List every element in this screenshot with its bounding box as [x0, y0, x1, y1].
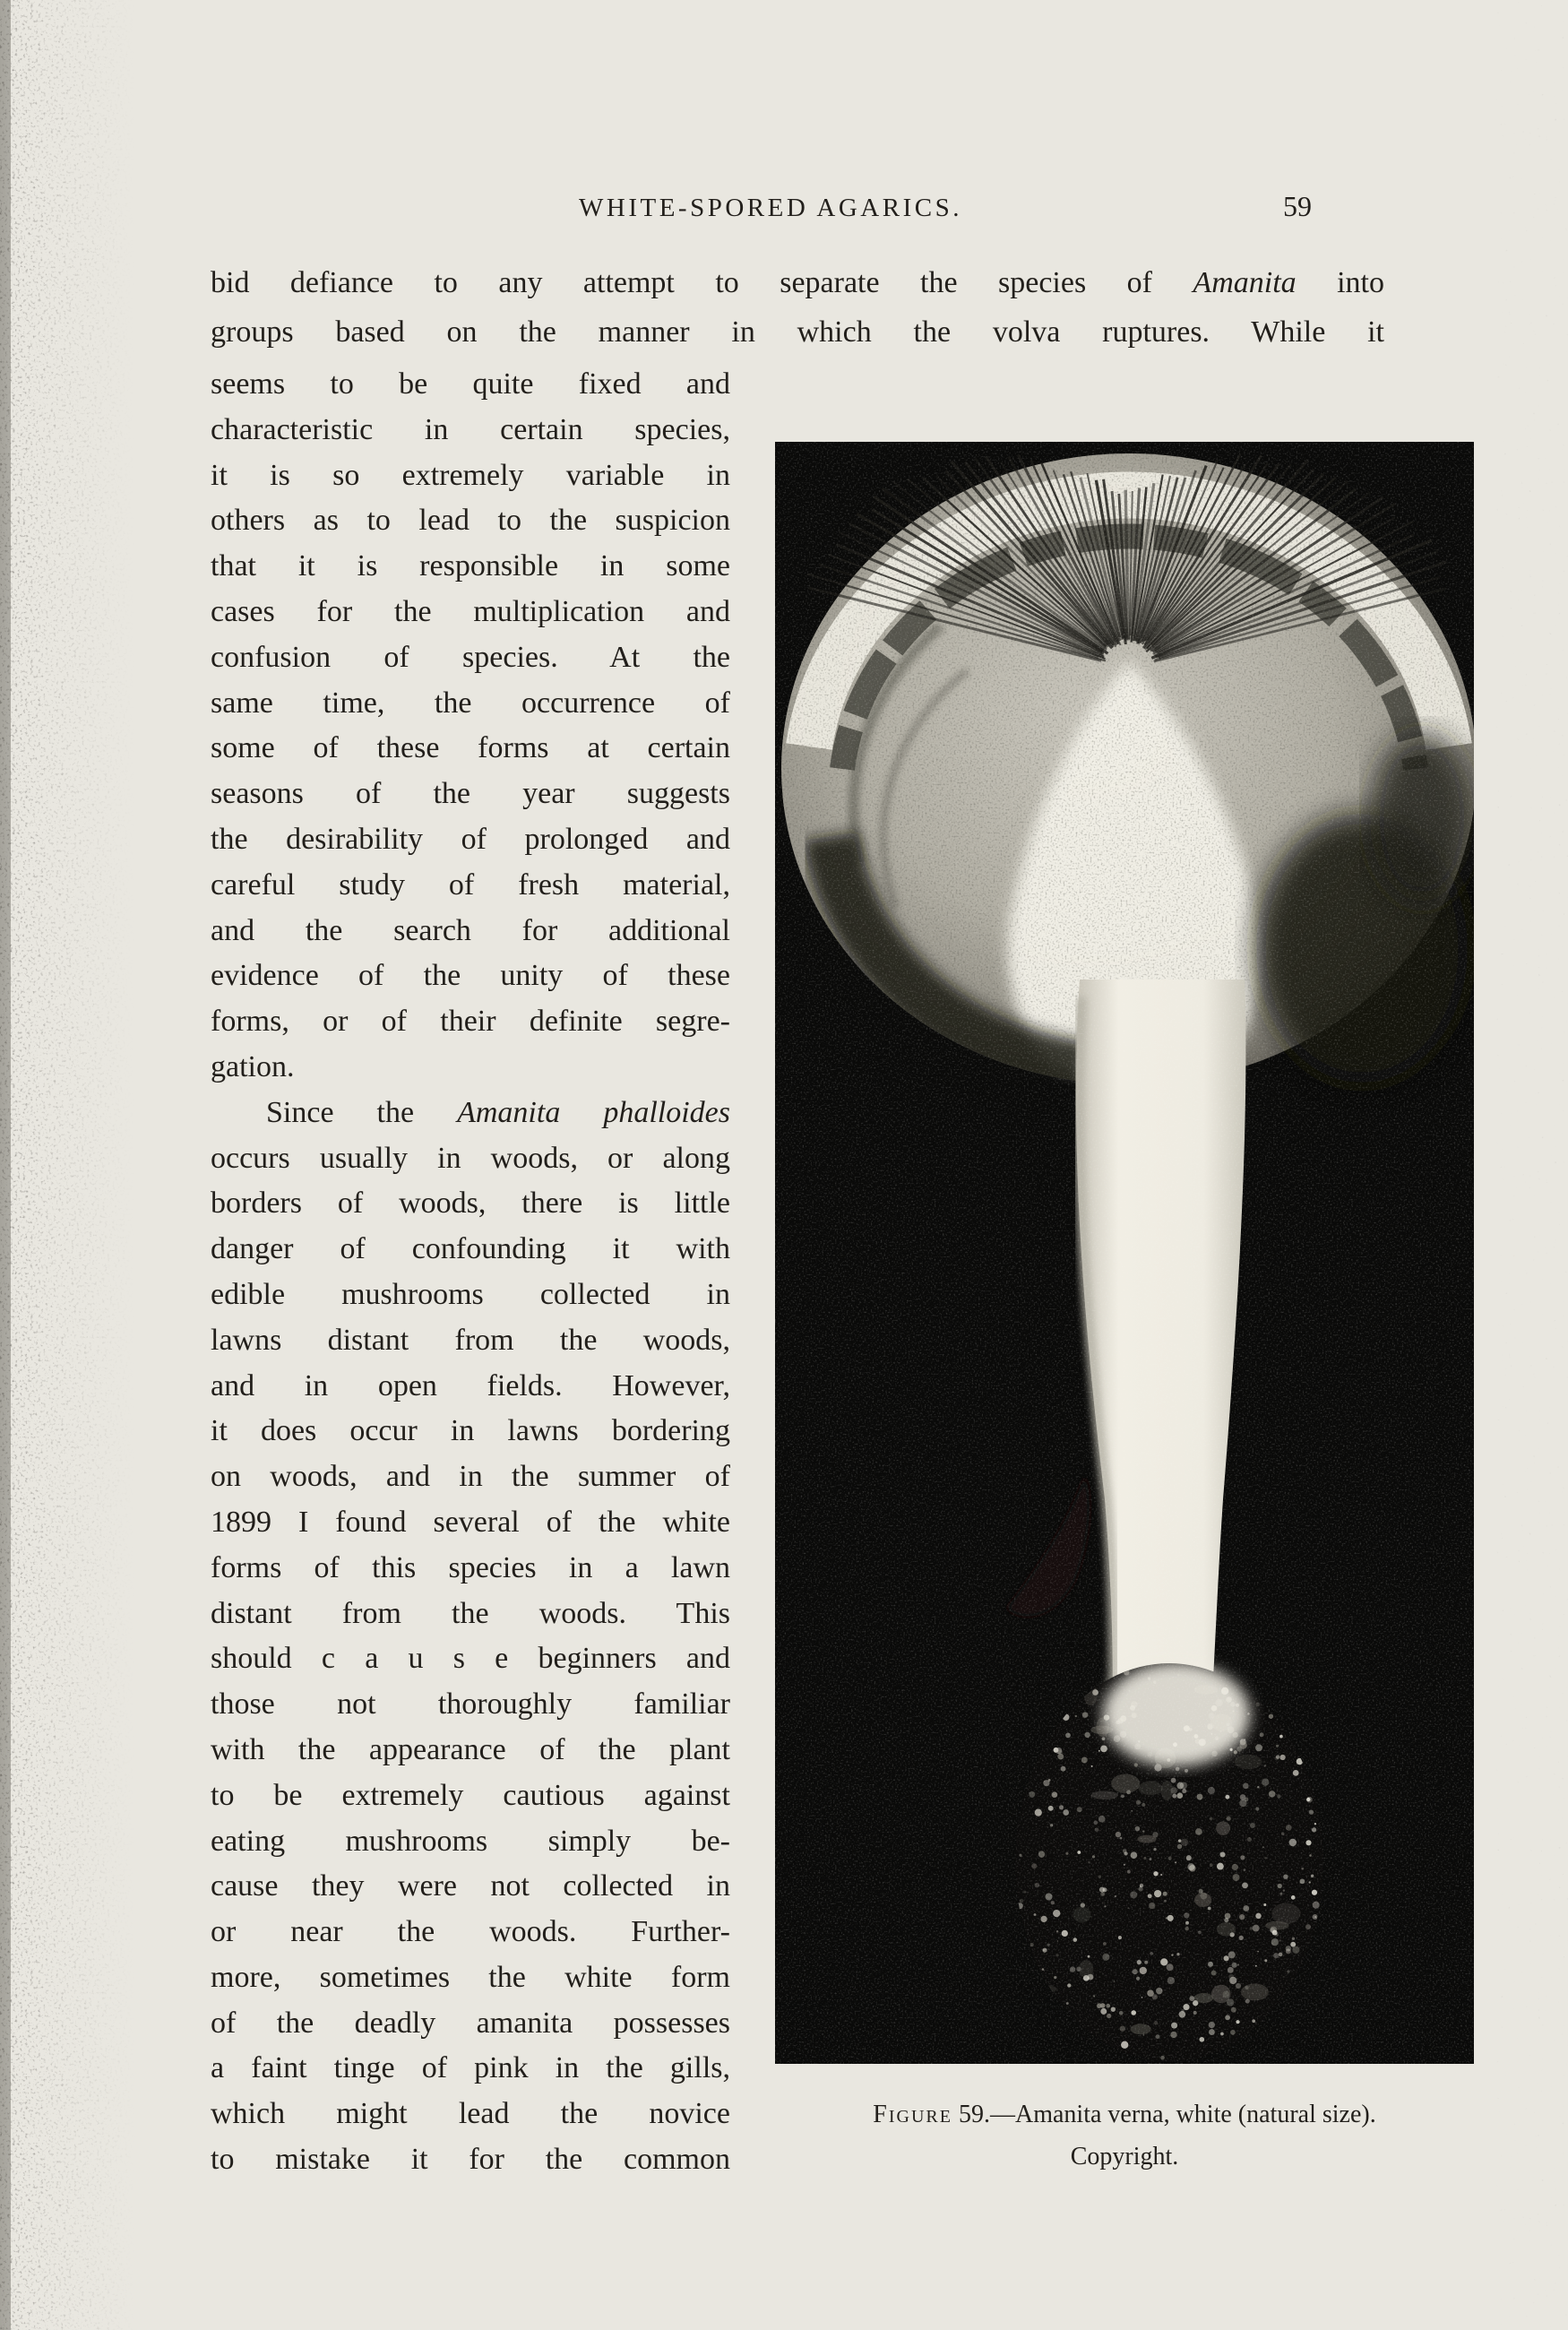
text-line: on woods, and in the summer of — [211, 1460, 730, 1494]
text-line: those not thoroughly familiar — [211, 1687, 730, 1722]
running-header: WHITE-SPORED AGARICS. — [579, 194, 962, 222]
text-line: gation. — [211, 1049, 295, 1083]
text-line: to mistake it for the common — [211, 2143, 730, 2177]
text-line: of the deadly amanita possesses — [211, 2006, 730, 2040]
text-line: seasons of the year suggests — [211, 777, 730, 811]
left-gutter-scan-noise — [0, 0, 134, 2330]
figure-caption — [757, 2093, 1492, 2178]
text-line: bid defiance to any attempt to separate the species of Amanita into — [211, 266, 1384, 299]
text-line: others as to lead to the suspicion — [211, 504, 730, 538]
text-line: more, sometimes the white form — [211, 1960, 730, 1994]
text-line: forms of this species in a lawn — [211, 1550, 730, 1584]
text-line: should c a u s e beginners and — [211, 1642, 730, 1676]
text-line: Since the Amanita phalloides — [266, 1095, 730, 1129]
text-line: eating mushrooms simply be- — [211, 1824, 730, 1858]
text-line: cases for the multiplication and — [211, 594, 730, 628]
text-line: the desirability of prolonged and — [211, 822, 730, 856]
left-text-column — [211, 362, 730, 2183]
text-line: some of these forms at certain — [211, 731, 730, 765]
caption-line-2: Copyright. — [1070, 2143, 1179, 2170]
caption-figure-label: Figure — [873, 2101, 952, 2128]
text-line: which might lead the novice — [211, 2097, 730, 2131]
text-line: 1899 I found several of the white — [211, 1505, 730, 1539]
text-line: lawns distant from the woods, — [211, 1323, 730, 1357]
text-line: evidence of the unity of these — [211, 959, 730, 993]
text-line: it is so extremely variable in — [211, 458, 730, 492]
text-line: danger of confounding it with — [211, 1232, 730, 1266]
text-line: that it is responsible in some — [211, 549, 730, 583]
text-line: characteristic in certain species, — [211, 412, 730, 446]
text-line: and in open fields. However, — [211, 1368, 730, 1402]
text-line: distant from the woods. This — [211, 1596, 730, 1630]
text-line: it does occur in lawns bordering — [211, 1414, 730, 1448]
text-line: and the search for additional — [211, 913, 730, 947]
text-line: seems to be quite fixed and — [211, 367, 730, 401]
caption-line-1 — [757, 2093, 1492, 2136]
right-margin-scan-noise — [1496, 0, 1568, 2330]
intro-paragraph — [211, 258, 1384, 357]
caption-text: 59.—Amanita verna, white (natural size). — [952, 2101, 1376, 2128]
photo-grain — [775, 442, 1474, 2064]
text-line: occurs usually in woods, or along — [211, 1141, 730, 1175]
mushroom-photo — [775, 442, 1474, 2064]
text-line: with the appearance of the plant — [211, 1732, 730, 1766]
text-line: edible mushrooms collected in — [211, 1277, 730, 1311]
text-line: same time, the occurrence of — [211, 686, 730, 720]
text-line: careful study of fresh material, — [211, 867, 730, 902]
text-line: to be extremely cautious against — [211, 1778, 730, 1812]
text-line: borders of woods, there is little — [211, 1187, 730, 1221]
text-line: or near the woods. Further- — [211, 1915, 730, 1949]
text-line: confusion of species. At the — [211, 640, 730, 674]
text-line: groups based on the manner in which the volva ruptures. While it — [211, 315, 1384, 349]
text-line: forms, or of their definite segre- — [211, 1005, 730, 1039]
page-number: 59 — [1283, 190, 1312, 222]
text-line: a faint tinge of pink in the gills, — [211, 2051, 730, 2085]
text-line: cause they were not collected in — [211, 1869, 730, 1903]
